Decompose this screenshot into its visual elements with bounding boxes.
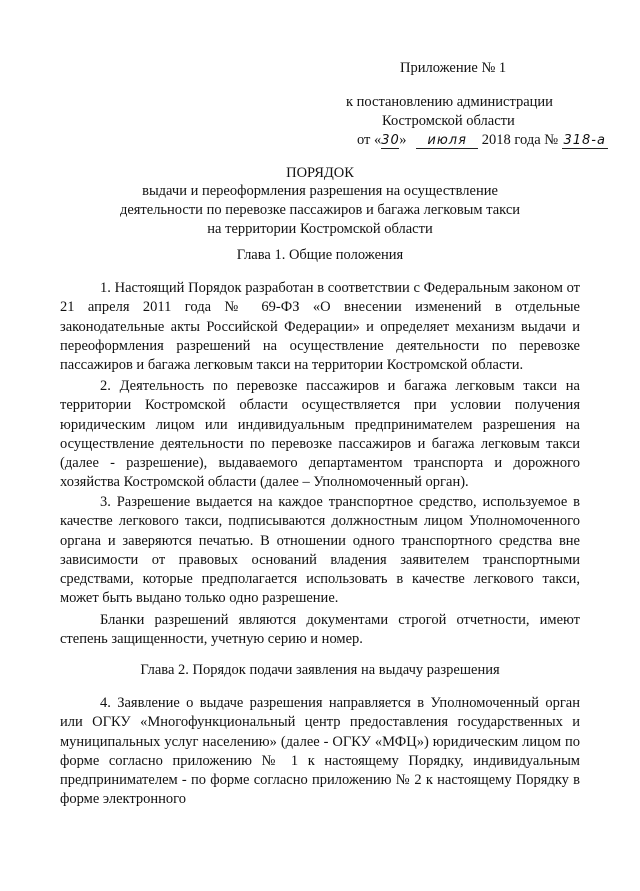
region-label: Костромской области (382, 113, 515, 129)
date-day: 30 (381, 133, 400, 148)
date-year: 2018 года № (481, 132, 559, 148)
chapter1-heading: Глава 1. Общие положения (236, 247, 404, 263)
chapter2-heading: Глава 2. Порядок подачи заявления на выдачу разрешения (140, 662, 500, 678)
appendix-label: Приложение № 1 (400, 60, 507, 76)
resolution-label: к постановлению администрации (346, 94, 553, 110)
doc-subtitle-3: на территории Костромской области (207, 221, 433, 237)
chapter1-para-3: 3. Разрешение выдается на каждое транспортное средство, используемое в качестве легкового такси, подписываются должностным лицом Уполномоченного органа и заверяются печатью. В отношении одного транспортного средства вне зависимости от правовых оснований владения заявителем транспортными средствами, которые предполагается использовать в качестве легкового такси, может быть выдано только одно разрешение. (60, 494, 580, 607)
doc-title: ПОРЯДОК (286, 165, 354, 181)
date-month: июля (416, 133, 478, 149)
chapter1-para-2: 2. Деятельность по перевозке пассажиров и багажа легковым такси на территории Костромской области осуществляется при условии получения юридическим лицом или индивидуальным предпринимателем разрешения на осуществление деятельности по перевозке пассажиров и багажа легковым такси (далее - разрешение), выдаваемого департаментом транспорта и дорожного хозяйства Костромской области (далее – Уполномоченный орган). (60, 378, 580, 491)
doc-subtitle-1: выдачи и переоформления разрешения на осуществление (142, 183, 498, 199)
date-mid: » (399, 132, 407, 148)
resolution-number: 318-а (563, 133, 606, 148)
chapter1-para-4: Бланки разрешений являются документами строгой отчетности, имеют степень защищенности, учетную серию и номер. (60, 612, 580, 648)
chapter1-para-1: 1. Настоящий Порядок разработан в соответствии с Федеральным законом от 21 апреля 2011 года № 69-ФЗ «О внесении изменений в отдельные законодательные акты Российской Федерации» и определяет механизм выдачи и переоформления разрешений на осуществление деятельности по перевозке пассажиров и багажа легковым такси на территории Костромской области. (60, 280, 580, 374)
chapter2-para-1: 4. Заявление о выдаче разрешения направляется в Уполномоченный орган или ОГКУ «Многофункциональный центр предоставления государственных и муниципальных услуг населению» (далее - ОГКУ «МФЦ») юридическим лицом по форме согласно приложению № 1 к настоящему Порядку, индивидуальным предпринимателем - по форме согласно приложению № 2 к настоящему Порядку в форме электронного (60, 695, 580, 808)
date-prefix: от « (357, 132, 382, 148)
date-line (357, 130, 608, 150)
doc-subtitle-2: деятельности по перевозке пассажиров и багажа легковым такси (119, 202, 521, 218)
